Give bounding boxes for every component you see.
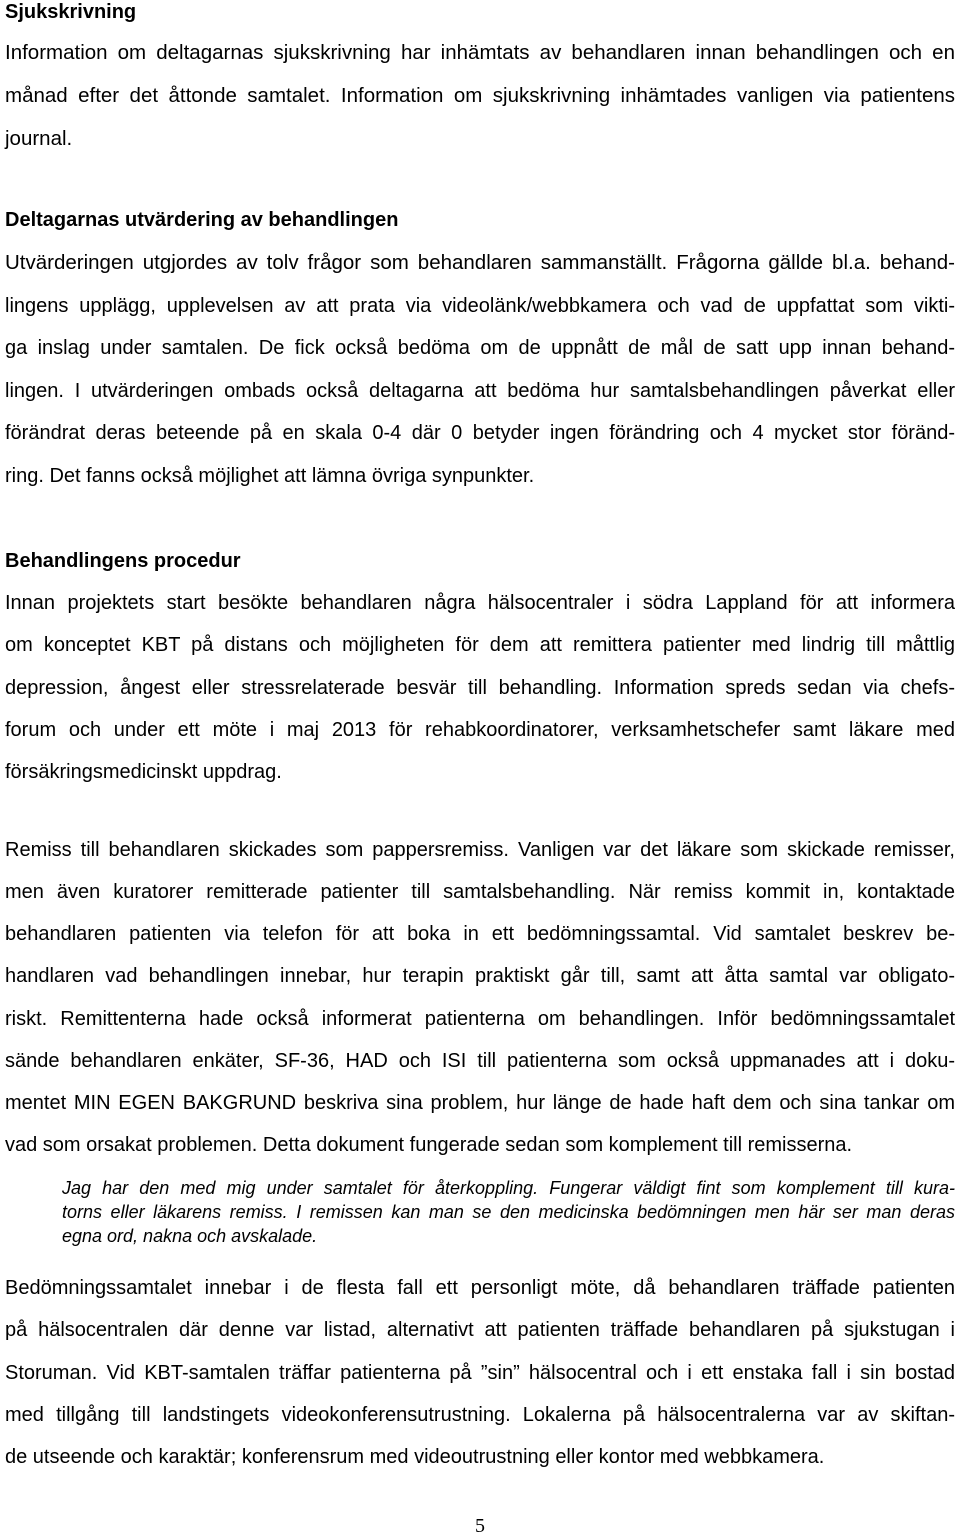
paragraph-line: vad som orsakat problemen. Detta dokument fungerade sedan som komplement till remisserna. xyxy=(5,1133,853,1156)
paragraph-line: behandlaren patienten via telefon för att boka in ett bedömningssamtal. Vid samtalet beskrev be- xyxy=(5,923,955,946)
paragraph-line: mentet MIN EGEN BAKGRUND beskriva sina problem, hur länge de hade haft dem och sina tankar om xyxy=(5,1091,955,1114)
paragraph-line: riskt. Remittenterna hade också informerat patienterna om behandlingen. Inför bedömningssamtalet xyxy=(5,1007,955,1030)
section-heading-procedure: Behandlingens procedur xyxy=(5,550,241,572)
paragraph-line: med tillgång till landstingets videokonferensutrustning. Lokalerna på hälsocentralerna var av skiftan- xyxy=(5,1403,955,1426)
paragraph-line: forum och under ett möte i maj 2013 för rehabkoordinatorer, verksamhetschefer samt läkare med xyxy=(5,718,955,741)
paragraph-line: Storuman. Vid KBT-samtalen träffar patienterna på ”sin” hälsocentral och i ett enstaka fall i sin bostad xyxy=(5,1361,955,1384)
paragraph-line: de utseende och karaktär; konferensrum med videoutrustning eller kontor med webbkamera. xyxy=(5,1446,825,1469)
paragraph-line: försäkringsmedicinskt uppdrag. xyxy=(5,761,282,784)
quote-line: Jag har den med mig under samtalet för återkoppling. Fungerar väldigt fint som komplement till kura- xyxy=(62,1178,955,1198)
paragraph-line: om konceptet KBT på distans och möjligheten för dem att remittera patienter med lindrig till måttlig xyxy=(5,634,955,657)
paragraph-line: depression, ångest eller stressrelaterade besvär till behandling. Information spreds sedan via chefs- xyxy=(5,676,955,699)
paragraph-line: ring. Det fanns också möjlighet att lämna övriga synpunkter. xyxy=(5,464,535,487)
section-heading-evaluation: Deltagarnas utvärdering av behandlingen xyxy=(5,209,399,231)
paragraph-line: Information om deltagarnas sjukskrivning har inhämtats av behandlaren innan behandlingen och en xyxy=(5,41,955,64)
paragraph-line: sände behandlaren enkäter, SF-36, HAD och ISI till patienterna som också uppmanades att i doku- xyxy=(5,1049,955,1072)
quote-line: egna ord, nakna och avskalade. xyxy=(62,1226,318,1246)
section-heading-sick-leave: Sjukskrivning xyxy=(5,1,137,23)
paragraph-line: Utvärderingen utgjordes av tolv frågor som behandlaren sammanställt. Frågorna gällde bl.a. behand- xyxy=(5,251,955,274)
paragraph-procedure-referral xyxy=(5,829,955,1166)
block-quote xyxy=(62,1176,955,1248)
paragraph-line: men även kuratorer remitterade patienter till samtalsbehandling. När remiss kommit in, kontaktade xyxy=(5,881,955,904)
quote-line: torns eller läkarens remiss. I remissen kan man se den medicinska bedömningen men här ser man deras xyxy=(62,1202,955,1222)
paragraph-line: Bedömningssamtalet innebar i de flesta fall ett personligt möte, då behandlaren träffade patienten xyxy=(5,1277,955,1299)
paragraph-line: ga inslag under samtalen. De fick också bedöma om de uppnått de mål de satt upp innan behand- xyxy=(5,337,955,360)
paragraph-line: lingens upplägg, upplevelsen av att prata via videolänk/webbkamera och vad de uppfattat som vikti- xyxy=(5,294,955,317)
paragraph-line: Innan projektets start besökte behandlaren några hälsocentraler i södra Lappland för att informera xyxy=(5,592,955,614)
page-number: 5 xyxy=(475,1515,485,1537)
paragraph-evaluation xyxy=(5,242,955,498)
paragraph-line: månad efter det åttonde samtalet. Information om sjukskrivning inhämtades vanligen via patientens xyxy=(5,84,955,107)
paragraph-sick-leave xyxy=(5,31,955,160)
paragraph-procedure-assessment xyxy=(5,1267,955,1478)
paragraph-line: på hälsocentralen där denne var listad, alternativt att patienten träffade behandlaren på sjukstugan i xyxy=(5,1319,955,1342)
paragraph-line: Remiss till behandlaren skickades som pappersremiss. Vanligen var det läkare som skickade remisser, xyxy=(5,839,955,861)
paragraph-line: handlaren vad behandlingen innebar, hur terapin praktiskt går till, samt att åtta samtal var obligato- xyxy=(5,965,955,988)
paragraph-procedure-intro xyxy=(5,582,955,793)
paragraph-line: journal. xyxy=(5,127,73,150)
paragraph-line: förändrat deras beteende på en skala 0-4 där 0 betyder ingen förändring och 4 mycket stor föränd- xyxy=(5,422,955,445)
paragraph-line: lingen. I utvärderingen ombads också deltagarna att bedöma hur samtalsbehandlingen påverkat eller xyxy=(5,379,955,402)
